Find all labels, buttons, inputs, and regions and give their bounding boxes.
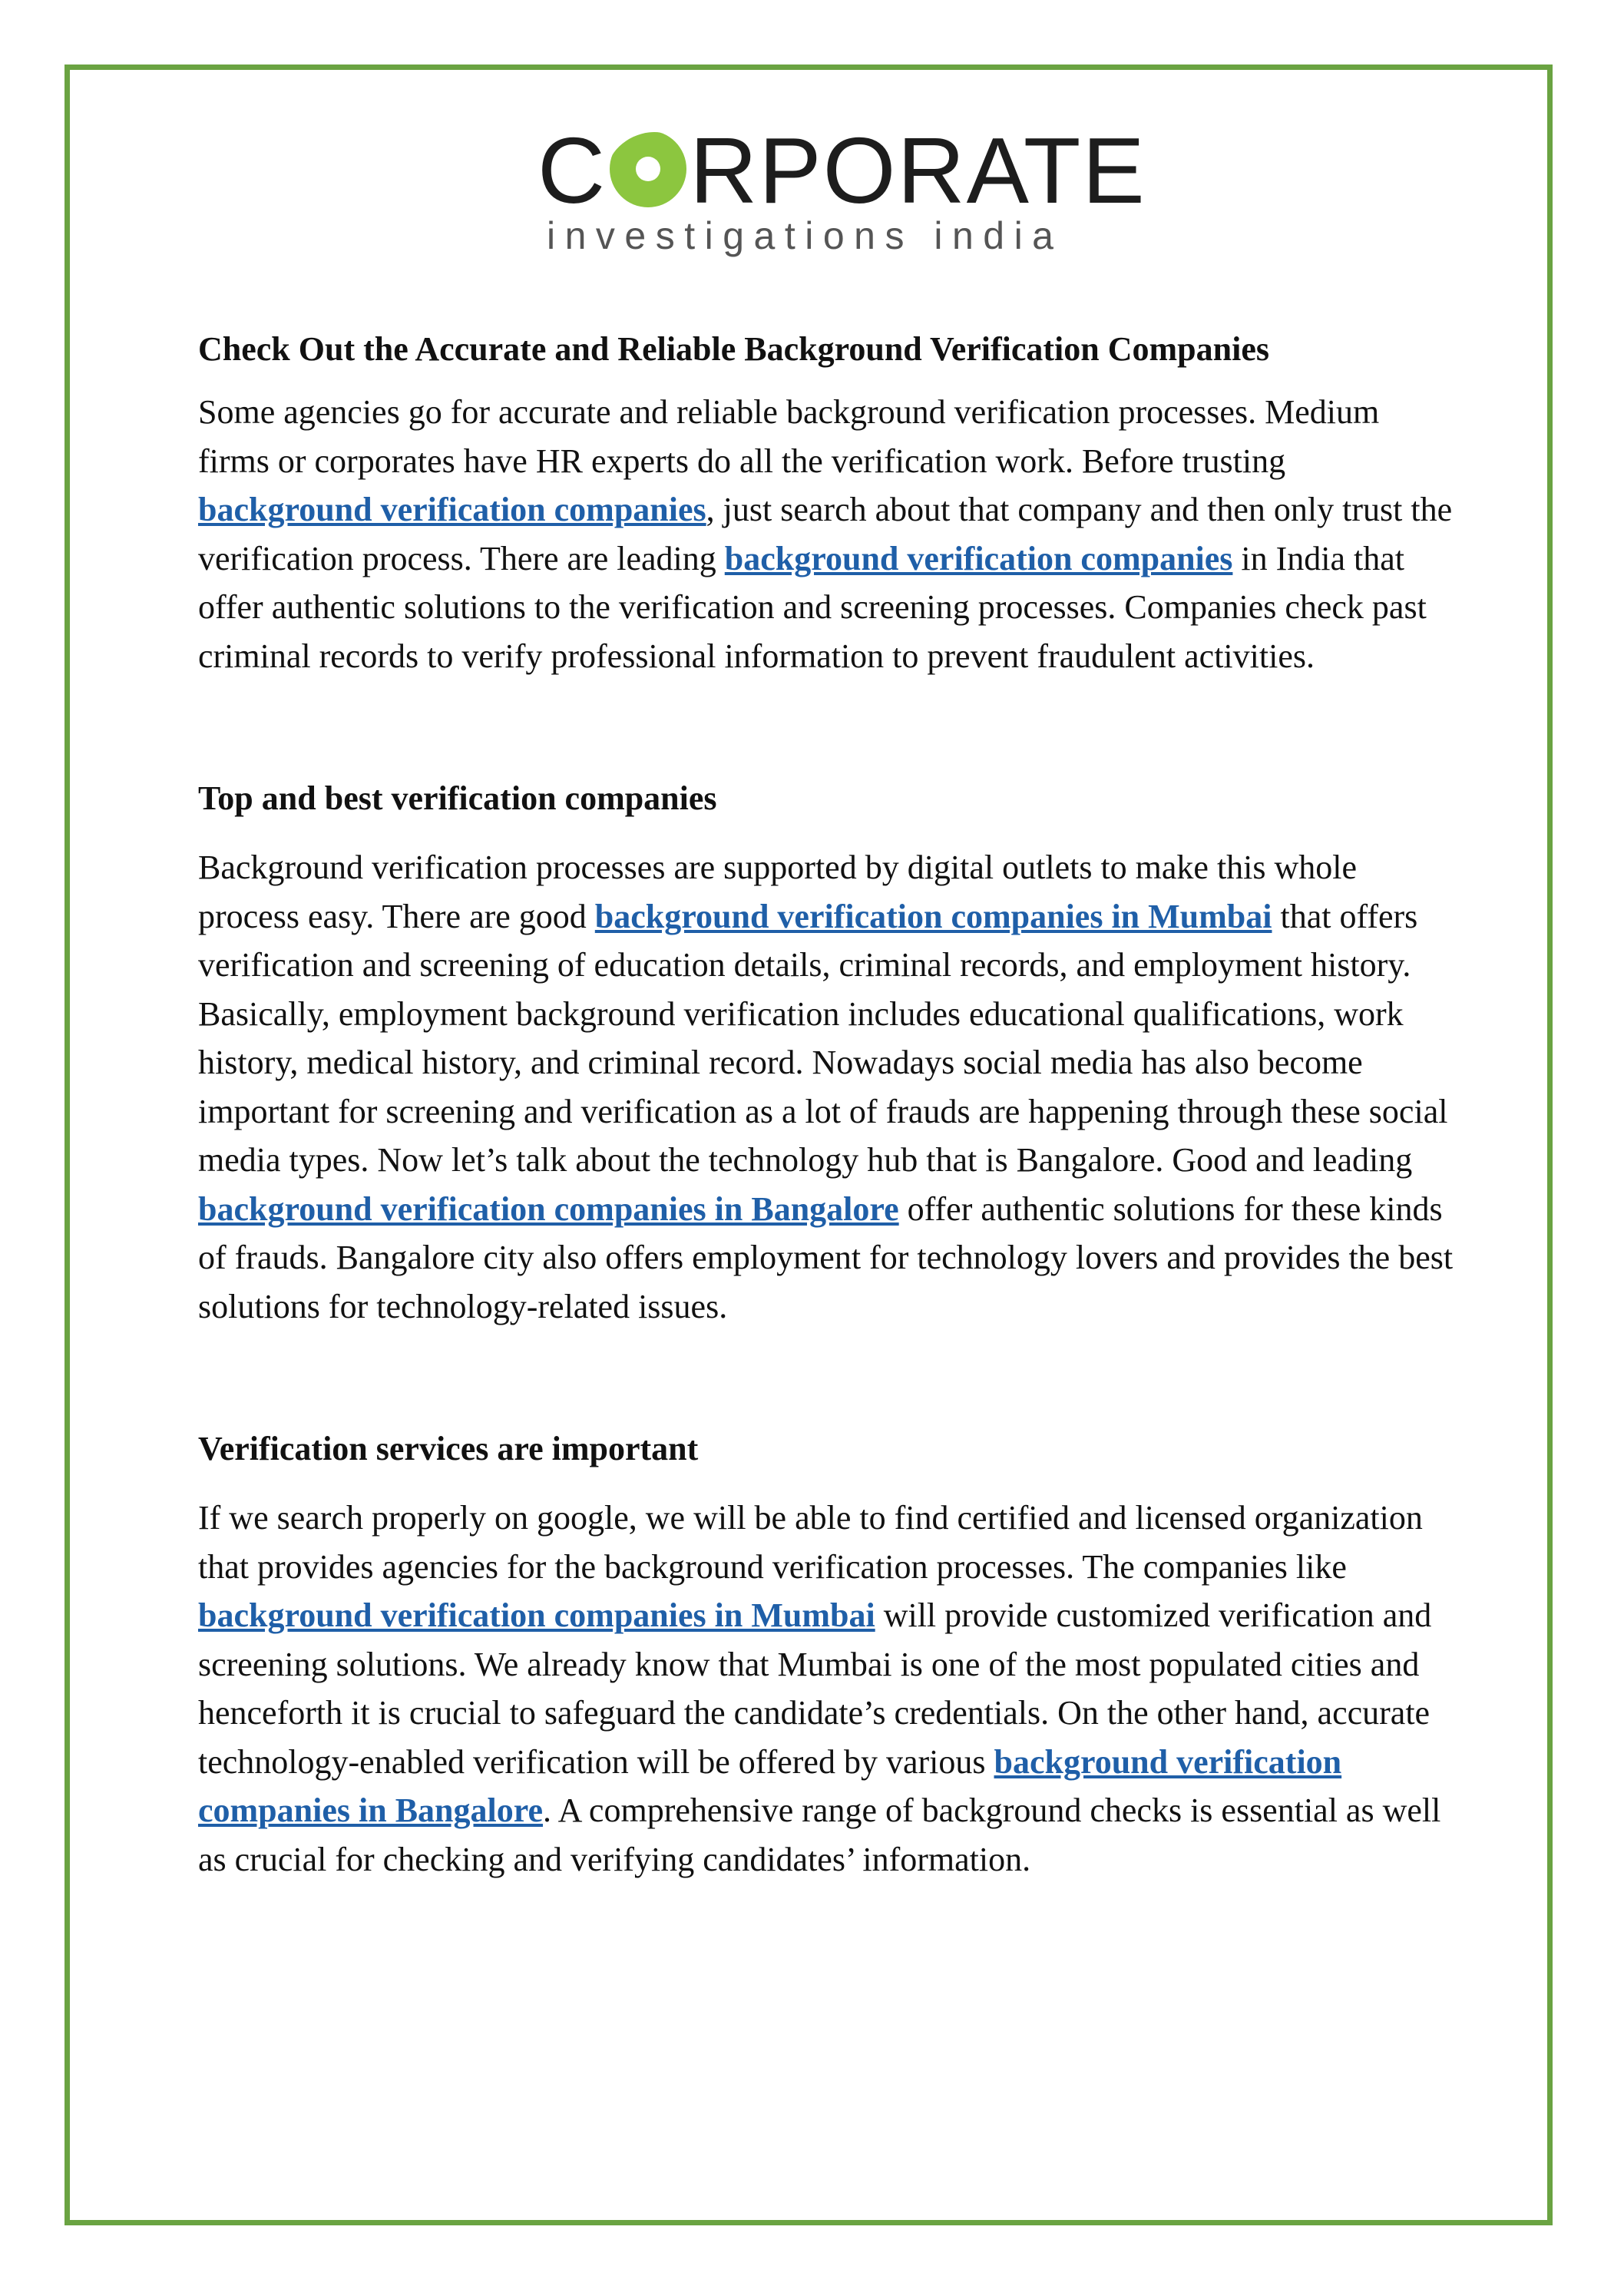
section-paragraph bbox=[198, 388, 1457, 680]
section-title: Check Out the Accurate and Reliable Background Verification Companies bbox=[198, 330, 1270, 368]
paragraph-text: If we search properly on google, we will be able to find certified and licensed organization that provides agencies for the background verification processes. The companies like bbox=[198, 1499, 1423, 1586]
company-logo bbox=[537, 118, 1146, 257]
logo-letters-rest: RPORATE bbox=[690, 118, 1146, 223]
link-background-verification-companies[interactable]: background verification companies bbox=[198, 491, 706, 528]
paragraph-text: will provide customized verification and screening solutions. We already know that Mumbai is one of the most populated cities and henceforth it is crucial to safeguard the candidate’s credentials. On the other hand, accurate technology-enabled verification will be offered by various bbox=[198, 1596, 1432, 1781]
link-background-verification-companies-mumbai[interactable]: background verification companies in Mumbai bbox=[594, 897, 1272, 935]
logo-letter-c: C bbox=[537, 118, 607, 223]
logo-eye-icon bbox=[610, 131, 686, 207]
section-paragraph bbox=[198, 843, 1457, 1331]
paragraph-text: Some agencies go for accurate and reliable background verification processes. Medium firms or corporates have HR experts do all the verification work. Before trusting bbox=[198, 393, 1380, 480]
paragraph-text: . A comprehensive range of background checks is essential as well as crucial for checking and verifying candidates’ information. bbox=[198, 1791, 1441, 1878]
document-content bbox=[198, 326, 1457, 1884]
link-background-verification-companies-mumbai[interactable]: background verification companies in Mumbai bbox=[198, 1596, 875, 1634]
section-paragraph bbox=[198, 1494, 1457, 1884]
paragraph-text: Background verification processes are supported by digital outlets to make this whole process easy. There are good bbox=[198, 849, 1358, 935]
link-background-verification-companies[interactable]: background verification companies bbox=[724, 539, 1233, 577]
paragraph-text: offer authentic solutions for these kinds of frauds. Bangalore city also offers employment for technology lovers and provides the best solutions for technology-related issues. bbox=[198, 1189, 1454, 1325]
section-title: Top and best verification companies bbox=[198, 779, 717, 817]
logo-subtitle: investigations india bbox=[547, 214, 1063, 257]
link-background-verification-companies-bangalore[interactable]: background verification companies in Bangalore bbox=[198, 1742, 1342, 1829]
link-background-verification-companies-bangalore[interactable]: background verification companies in Bangalore bbox=[198, 1189, 899, 1228]
paragraph-text: , just search about that company and then only trust the verification process. There are leading bbox=[198, 491, 1453, 577]
logo-wordmark bbox=[537, 118, 1146, 223]
section-title: Verification services are important bbox=[198, 1430, 699, 1467]
paragraph-text: in India that offer authentic solutions to the verification and screening processes. Companies check past criminal records to verify professional information to prevent fraudulent activities. bbox=[198, 539, 1427, 675]
paragraph-text: that offers verification and screening of education details, criminal records, and employment history. Basically, employment background verification includes educational qualifications, work history, medical history, and criminal record. Nowadays social media has also become important for screening and verification as a lot of frauds are happening through these social media types. Now let’s talk about the technology hub that is Bangalore. Good and leading bbox=[198, 897, 1448, 1179]
